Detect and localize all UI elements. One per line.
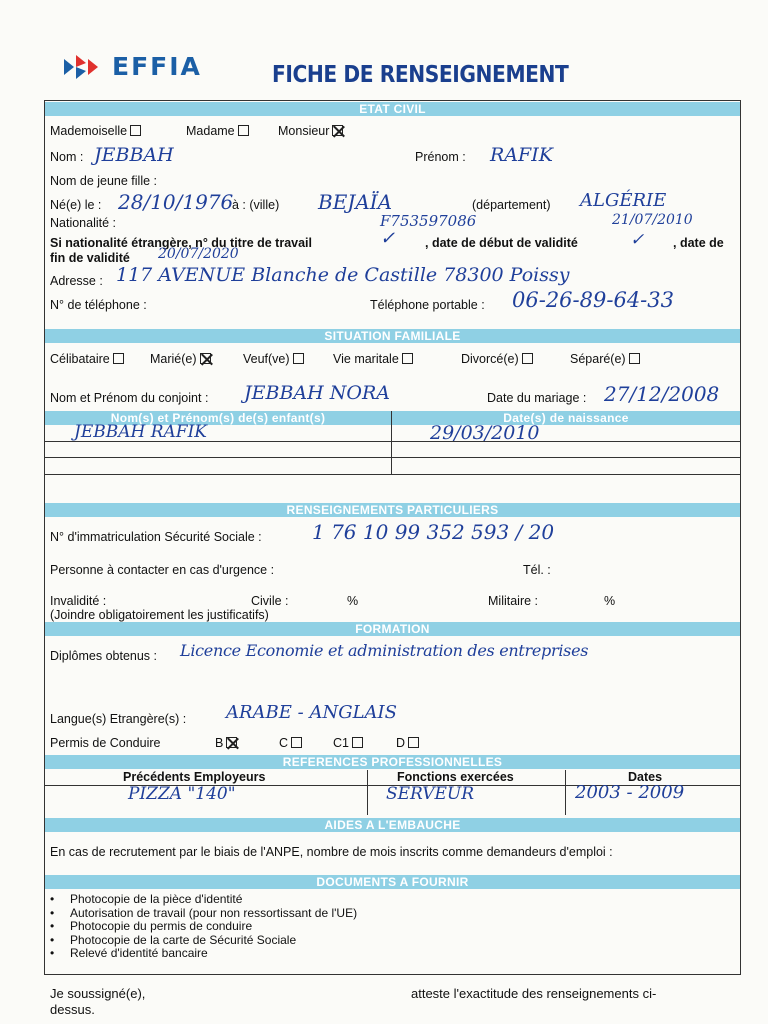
enfants-divider — [391, 411, 392, 474]
list-item: • Photocopie du permis de conduire — [50, 920, 357, 934]
page-title: FICHE DE RENSEIGNEMENT — [272, 62, 569, 88]
invalidite-label: Invalidité : — [50, 594, 107, 608]
references-divider-1 — [367, 770, 368, 815]
permis-d-label: D — [396, 736, 406, 750]
prenom-value[interactable]: RAFIK — [490, 144, 553, 166]
permis-b[interactable] — [215, 736, 237, 750]
adresse-value[interactable]: 117 AVENUE Blanche de Castille 78300 Poissy — [116, 264, 570, 286]
ville-value[interactable]: BEJAÏA — [318, 190, 393, 214]
atteste-text: atteste l'exactitude des renseignements ci- — [411, 986, 657, 1001]
band-references: REFERENCES PROFESSIONNELLES — [45, 755, 740, 769]
militaire-label: Militaire : — [488, 594, 539, 608]
civility-monsieur[interactable] — [278, 124, 343, 138]
permis-c1[interactable] — [333, 736, 363, 750]
titre-travail-label: Si nationalité étrangère, n° du titre de travail — [50, 236, 313, 250]
nom-value[interactable]: JEBBAH — [94, 144, 174, 166]
col-employeurs: Précédents Employeurs — [123, 770, 266, 784]
fin-validite-label: fin de validité — [50, 251, 130, 265]
departement-value[interactable]: ALGÉRIE — [580, 190, 667, 211]
date-de-label: , date de — [673, 236, 724, 250]
permis-c1-label: C1 — [333, 736, 349, 750]
soussigne-text: Je soussigné(e), — [50, 986, 146, 1001]
checkbox-monsieur[interactable] — [332, 125, 343, 136]
checkbox-separe[interactable] — [629, 353, 640, 364]
civility-madame-label: Madame — [186, 124, 235, 138]
langues-label: Langue(s) Etrangère(s) : — [50, 712, 187, 726]
langues-value[interactable]: ARABE - ANGLAIS — [226, 702, 397, 723]
band-situation-familiale: SITUATION FAMILIALE — [45, 329, 740, 343]
effia-logo-icon — [62, 53, 108, 81]
status-celibataire-label: Célibataire — [50, 352, 110, 366]
fin-validite-value[interactable]: 20/07/2020 — [158, 246, 239, 262]
checkbox-permis-d[interactable] — [408, 737, 419, 748]
diplomes-label: Diplômes obtenus : — [50, 649, 158, 663]
list-item: • Relevé d'identité bancaire — [50, 947, 357, 961]
permis-label: Permis de Conduire — [50, 736, 161, 750]
telephone-label: N° de téléphone : — [50, 298, 147, 312]
enfant-nom-value[interactable]: JEBBAH RAFIK — [74, 422, 208, 442]
status-marie-label: Marié(e) — [150, 352, 197, 366]
dates-value[interactable]: 2003 - 2009 — [575, 782, 685, 803]
status-separe-label: Séparé(e) — [570, 352, 626, 366]
conjoint-value[interactable]: JEBBAH NORA — [244, 382, 390, 404]
checkbox-marie[interactable] — [200, 353, 211, 364]
status-marie[interactable] — [150, 352, 211, 366]
list-item: • Photocopie de la carte de Sécurité Sociale — [50, 934, 357, 948]
permis-c-label: C — [279, 736, 289, 750]
band-etat-civil: ETAT CIVIL — [45, 102, 740, 116]
band-aides: AIDES A L'EMBAUCHE — [45, 818, 740, 832]
date-debut-label: , date de début de validité — [425, 236, 578, 250]
civility-mademoiselle[interactable] — [50, 124, 141, 138]
civility-madame[interactable] — [186, 124, 249, 138]
checkbox-permis-c[interactable] — [291, 737, 302, 748]
band-documents: DOCUMENTS A FOURNIR — [45, 875, 740, 889]
enfants-row-line-2 — [45, 457, 740, 458]
effia-logo — [62, 52, 202, 81]
check-mark-icon-2: ✓ — [630, 230, 645, 250]
band-formation: FORMATION — [45, 622, 740, 636]
adresse-label: Adresse : — [50, 274, 103, 288]
list-item: • Autorisation de travail (pour non ressortissant de l'UE) — [50, 907, 357, 921]
naissance-header: Date(s) de naissance — [392, 411, 740, 425]
check-mark-icon: ✓ — [380, 228, 396, 249]
enfants-header: Nom(s) et Prénom(s) de(s) enfant(s) — [45, 411, 391, 425]
militaire-pct: % — [604, 594, 616, 608]
urgence-label: Personne à contacter en cas d'urgence : — [50, 563, 275, 577]
documents-list — [50, 893, 357, 961]
references-divider-2 — [565, 770, 566, 815]
aides-text: En cas de recrutement par le biais de l'ANPE, nombre de mois inscrits comme demandeurs d'emploi : — [50, 845, 613, 859]
mariage-label: Date du mariage : — [487, 391, 587, 405]
civility-mademoiselle-label: Mademoiselle — [50, 124, 128, 138]
nationalite-label: Nationalité : — [50, 216, 117, 230]
secu-label: N° d'immatriculation Sécurité Sociale : — [50, 530, 262, 544]
civility-monsieur-label: Monsieur — [278, 124, 330, 138]
checkbox-permis-b[interactable] — [226, 737, 237, 748]
diplomes-value[interactable]: Licence Economie et administration des entreprises — [180, 641, 589, 660]
status-separe[interactable] — [570, 352, 640, 366]
ville-label: à : (ville) — [232, 198, 280, 212]
brand-name: EFFIA — [112, 52, 202, 81]
checkbox-celibataire[interactable] — [113, 353, 124, 364]
portable-value[interactable]: 06-26-89-64-33 — [512, 288, 674, 312]
dessus-text: dessus. — [50, 1002, 95, 1017]
conjoint-label: Nom et Prénom du conjoint : — [50, 391, 209, 405]
titre-travail-value[interactable]: F753597086 — [380, 212, 477, 230]
portable-label: Téléphone portable : — [370, 298, 485, 312]
checkbox-divorce[interactable] — [522, 353, 533, 364]
ne-le-label: Né(e) le : — [50, 198, 102, 212]
checkbox-veuf[interactable] — [293, 353, 304, 364]
nom-label: Nom : — [50, 150, 84, 164]
secu-value[interactable]: 1 76 10 99 352 593 / 20 — [312, 520, 555, 544]
employeur-value[interactable]: PIZZA "140" — [128, 784, 236, 804]
enfant-date-value[interactable]: 29/03/2010 — [430, 422, 540, 444]
status-vie-maritale[interactable] — [333, 352, 413, 366]
status-vie-maritale-label: Vie maritale — [333, 352, 399, 366]
checkbox-permis-c1[interactable] — [352, 737, 363, 748]
status-veuf[interactable] — [243, 352, 304, 366]
status-divorce[interactable] — [461, 352, 533, 366]
list-item: • Photocopie de la pièce d'identité — [50, 893, 357, 907]
fonction-value[interactable]: SERVEUR — [386, 784, 475, 804]
permis-d[interactable] — [396, 736, 419, 750]
status-veuf-label: Veuf(ve) — [243, 352, 290, 366]
enfants-row-line-3 — [45, 474, 740, 475]
checkbox-vie-maritale[interactable] — [402, 353, 413, 364]
permis-c[interactable] — [279, 736, 302, 750]
status-celibataire[interactable] — [50, 352, 124, 366]
civile-label: Civile : — [251, 594, 289, 608]
date-debut-value[interactable]: 21/07/2010 — [612, 212, 693, 228]
departement-label: (département) — [472, 198, 551, 212]
band-renseignements: RENSEIGNEMENTS PARTICULIERS — [45, 503, 740, 517]
checkbox-mademoiselle[interactable] — [130, 125, 141, 136]
ne-le-value[interactable]: 28/10/1976 — [118, 190, 234, 214]
col-dates: Dates — [628, 770, 663, 784]
civile-pct: % — [347, 594, 359, 608]
prenom-label: Prénom : — [415, 150, 466, 164]
joindre-label: (Joindre obligatoirement les justificatifs) — [50, 608, 269, 622]
permis-b-label: B — [215, 736, 224, 750]
col-fonctions: Fonctions exercées — [397, 770, 514, 784]
tel-label: Tél. : — [523, 563, 551, 577]
mariage-value[interactable]: 27/12/2008 — [604, 382, 720, 406]
checkbox-madame[interactable] — [238, 125, 249, 136]
status-divorce-label: Divorcé(e) — [461, 352, 519, 366]
nom-jeune-fille-label: Nom de jeune fille : — [50, 174, 158, 188]
